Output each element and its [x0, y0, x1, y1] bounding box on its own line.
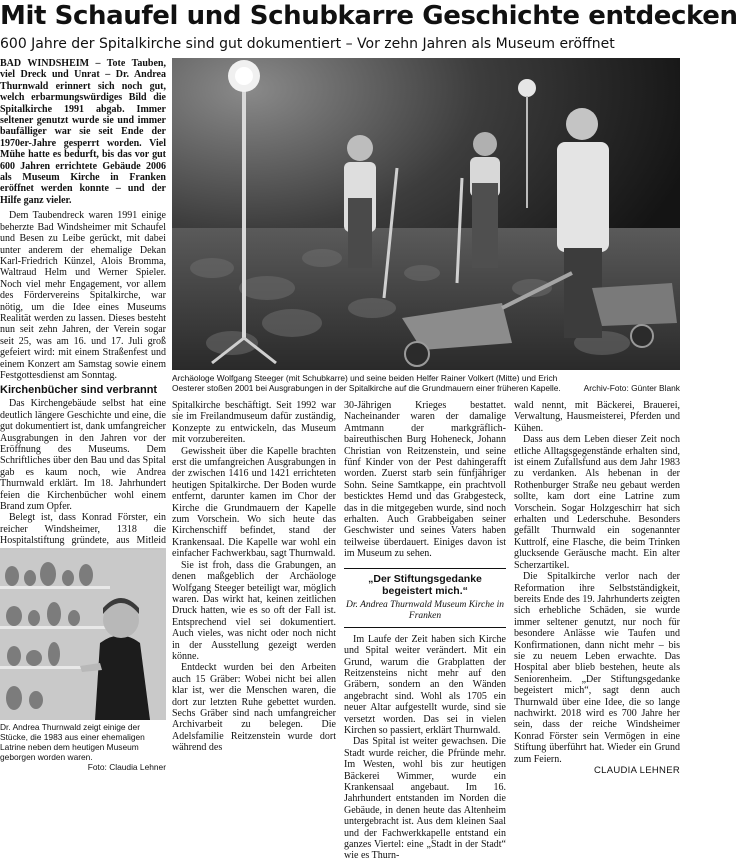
byline: CLAUDIA LEHNER [593, 765, 680, 776]
intro-paragraph: BAD WINDSHEIM – Tote Tauben, viel Dreck und Unrat – Dr. Andrea Thurnwald erinnert sich noch gut, welch erbarmungswürdiges Bild die Spitalkirche 1991 abgab. Immer seltener genutzt wurde sie und immer baufälliger war sie seit Ende der 1970er-Jahre gesperrt worden. Viel Mühe hatte es bedurft, bis das vor gut 600 Jahren errichtete Gebäude 2006 als Museum Kirche in Franken eröffnet werden konnte – und der Hilfe ganz vieler. [0, 58, 166, 206]
museum-photo [0, 548, 166, 720]
article-paragraph: 30-Jährigen Krieges bestattet. Nacheinander waren der damalige Amtmann der markgräflich-baireuthischen Burg Hoheneck, Johann Christian von Reitzenstein, und seine fünf Kinder von der Pest dahingerafft worden. Zuerst starb sein fünfjähriger Sohn. Seine Samtkappe, ein prachtvoll besticktes Hemd und das Grabgesteck, das in die mitgegeben wurde, sind noch erhalten. Auch Grabbeigaben seiner Geschwister und seines Vaters haben teilweise überdauert. Einiges davon ist im Museum zu sehen. [344, 400, 506, 560]
article-paragraph: Das Spital ist weiter gewachsen. Die Stadt wurde reicher, die Pfründe mehr. Im Westen, wohl bis zur heutigen Bäckerei Wimmer, wurde ein Krankensaal angebaut. Im 16. Jahrhundert entstanden im Norden die Gebäude, in denen heute das Altenheim untergebracht ist. Aus dem kleinen Saal und der Fachwerkkapelle entstand ein ganzes Viertel: eine „Stadt in der Stadt“ wie es Thurn- [344, 736, 506, 862]
photo-credit: Archiv-Foto: Günter Blank [583, 383, 680, 393]
article-paragraph: Das Kirchengebäude selbst hat eine deutlich längere Geschichte und eine, die gut dokumentiert ist, dank umfangreicher Ausgrabungen in den Jahren vor der Eröffnung des Museums. Dem Schriftliches über den Bau und das Spital gab es kaum noch, wie Andrea Thurnwald erklärt. Im 18. Jahrhundert feien die Kirchenbücher wohl einem Brand zum Opfer. [0, 398, 166, 513]
article-column-3 [344, 400, 506, 862]
article-column-1 [0, 58, 166, 547]
photo-credit: Foto: Claudia Lehner [87, 762, 166, 772]
excavation-photo-image [172, 58, 680, 370]
caption-text: Archäologe Wolfgang Steeger (mit Schubkarre) und seine beiden Helfer Rainer Volkert (Mitte) und Erich Oesterer stoßen 2001 bei Ausgrabungen in der Spitalkirche auf die Grundmauern einer früheren Kapelle. [172, 373, 561, 393]
article-paragraph: wald nennt, mit Bäckerei, Brauerei, Verwaltung, Hausmeisterei, Pferden und Kühen. [514, 400, 680, 434]
excavation-photo-caption [172, 373, 680, 395]
article-paragraph: Belegt ist, dass Konrad Förster, ein reicher Windsheimer, 1318 die Hospitalstiftung gründete, aus Mitleid [0, 512, 166, 547]
pull-quote-text: „Der Stiftungsgedanke begeistert mich.“ [368, 572, 482, 597]
article-column-2 [172, 400, 336, 754]
excavation-photo [172, 58, 680, 370]
article-paragraph: Dass aus dem Leben dieser Zeit noch etliche Alltagsgegenstände erhalten sind, ist einem Zufallsfund aus dem Jahr 1983 zu verdanken. Als hebenan in der Rothenburger Straße neu gebaut werden sollte, kam dort eine Latrine zum Vorschein. Sogar Holzgeschirr hat sich erhalten und Lederschuhe. Besonders gefällt Thurnwald ein sogenannter Kuttrolf, eine Flasche, die beim Trinken glucksende Geräusche macht. Ein alter Scherzartikel. [514, 434, 680, 571]
article-paragraph: Spitalkirche beschäftigt. Seit 1992 war sie im Freilandmuseum dafür zuständig, Konzepte zu entwickeln, das Museum mit vorzubereiten. [172, 400, 336, 446]
pull-quote-attribution: Dr. Andrea Thurnwald Museum Kirche in Franken [346, 599, 504, 621]
article-paragraph: Entdeckt wurden bei den Arbeiten auch 15 Gräber: Wobei nicht bei allen klar ist, wer die Menschen waren, die dort zur letzten Ruhe gebettet wurden. Sechs Gräber sind nach umfangreicher Archivarbeit zu belegen. Die Adelsfamilie Reitzenstein wurde dort während des [172, 662, 336, 754]
article-paragraph: Die Spitalkirche verlor nach der Reformation ihre Selbstständigkeit, bereits Ende des 19. Jahrhunderts zeigten sich erhebliche Schäden, sie wurde immer seltener genutzt, nur noch für besondere Anlässe wie Taufen und Konfirmationen, dann nicht mehr – bis sie zu neuem Leben erwachte. Das Hospital aber blieb bestehen, heute als Seniorenheim. „Der Stiftungsgedanke begeistert mich“, sagt denn auch Thurnwald über eine Idee, die so lange nachwirkt. 2018 wird es 700 Jahre her sein, dass der reiche Windsheimer Konrad Förster sein Vermögen in eine Stiftung überführt hat. Wieder ein Grund zum Feiern. [514, 571, 680, 765]
article-paragraph: Sie ist froh, dass die Grabungen, an denen maßgeblich der Archäologe Wolfgang Steeger beteiligt war, möglich waren. Das wirkt hat, keinen zeitlichen Druck hatten, wie es so oft der Fall ist. Entsprechend viel sei dokumentiert. Auch vieles, was nicht oder noch nicht in der Ausstellung gezeigt werden könne. [172, 559, 336, 662]
pull-quote [344, 568, 506, 628]
caption-text: Dr. Andrea Thurnwald zeigt einige der Stücke, die 1983 aus einer ehemaligen Latrine neben dem heutigen Museum geborgen worden waren. [0, 722, 145, 762]
article-paragraph: Gewissheit über die Kapelle brachten erst die umfangreichen Ausgrabungen in der zwischen 1416 und 1421 errichteten heutigen Spitalkirche. Der Boden wurde entfernt, darunter kamen im Chor der Kirche die Grundmauern der Kapelle zum Vorschein. Wo sich heute das Kirchenschiff befindet, stand der Krankensaal. Die Kapelle war wohl ein einfacher Fachwerkbau, sagt Thurnwald. [172, 445, 336, 560]
headline: Mit Schaufel und Schubkarre Geschichte entdecken [0, 1, 738, 31]
article-paragraph: Im Laufe der Zeit haben sich Kirche und Spital weiter verändert. Mit ein Grund, warum die Grabplatten der Reitzensteins nicht mehr auf den Gräbern, sondern an den Wänden angebracht sind. Wohl als 1705 ein neuer Altar aufgestellt wurde, sind sie versetzt worden. Das sei in vielen Kirchen so passiert, erklärt Thurnwald. [344, 633, 506, 736]
article-column-4 [514, 400, 680, 776]
museum-photo-caption [0, 722, 166, 772]
section-heading: Kirchenbücher sind verbrannt [0, 384, 158, 397]
article-paragraph: Dem Taubendreck waren 1991 einige beherzte Bad Windsheimer mit Schaufel und Besen zu Leibe gerückt, mit dabei unter anderem der ehemalige Dekan Karl-Friedrich Künzel, Alois Bromma, Waltraud Helm und Werner Spieler. Noch viel mehr Engagement, vor allem des Fördervereins Spitalkirche, war nötig, um die Idee eines Museums Realität werden zu lassen. Dieses besteht nun seit zehn Jahren, der Verein sogar seit 25, was am 16. und 17. Juli groß gefeiert wird: mit einem Straßenfest und einem Konzert am Samstag sowie einem Festgottesdienst am Sonntag. [0, 210, 166, 381]
subheadline: 600 Jahre der Spitalkirche sind gut dokumentiert – Vor zehn Jahren als Museum eröffnet [0, 36, 615, 52]
museum-photo-image [0, 548, 166, 720]
